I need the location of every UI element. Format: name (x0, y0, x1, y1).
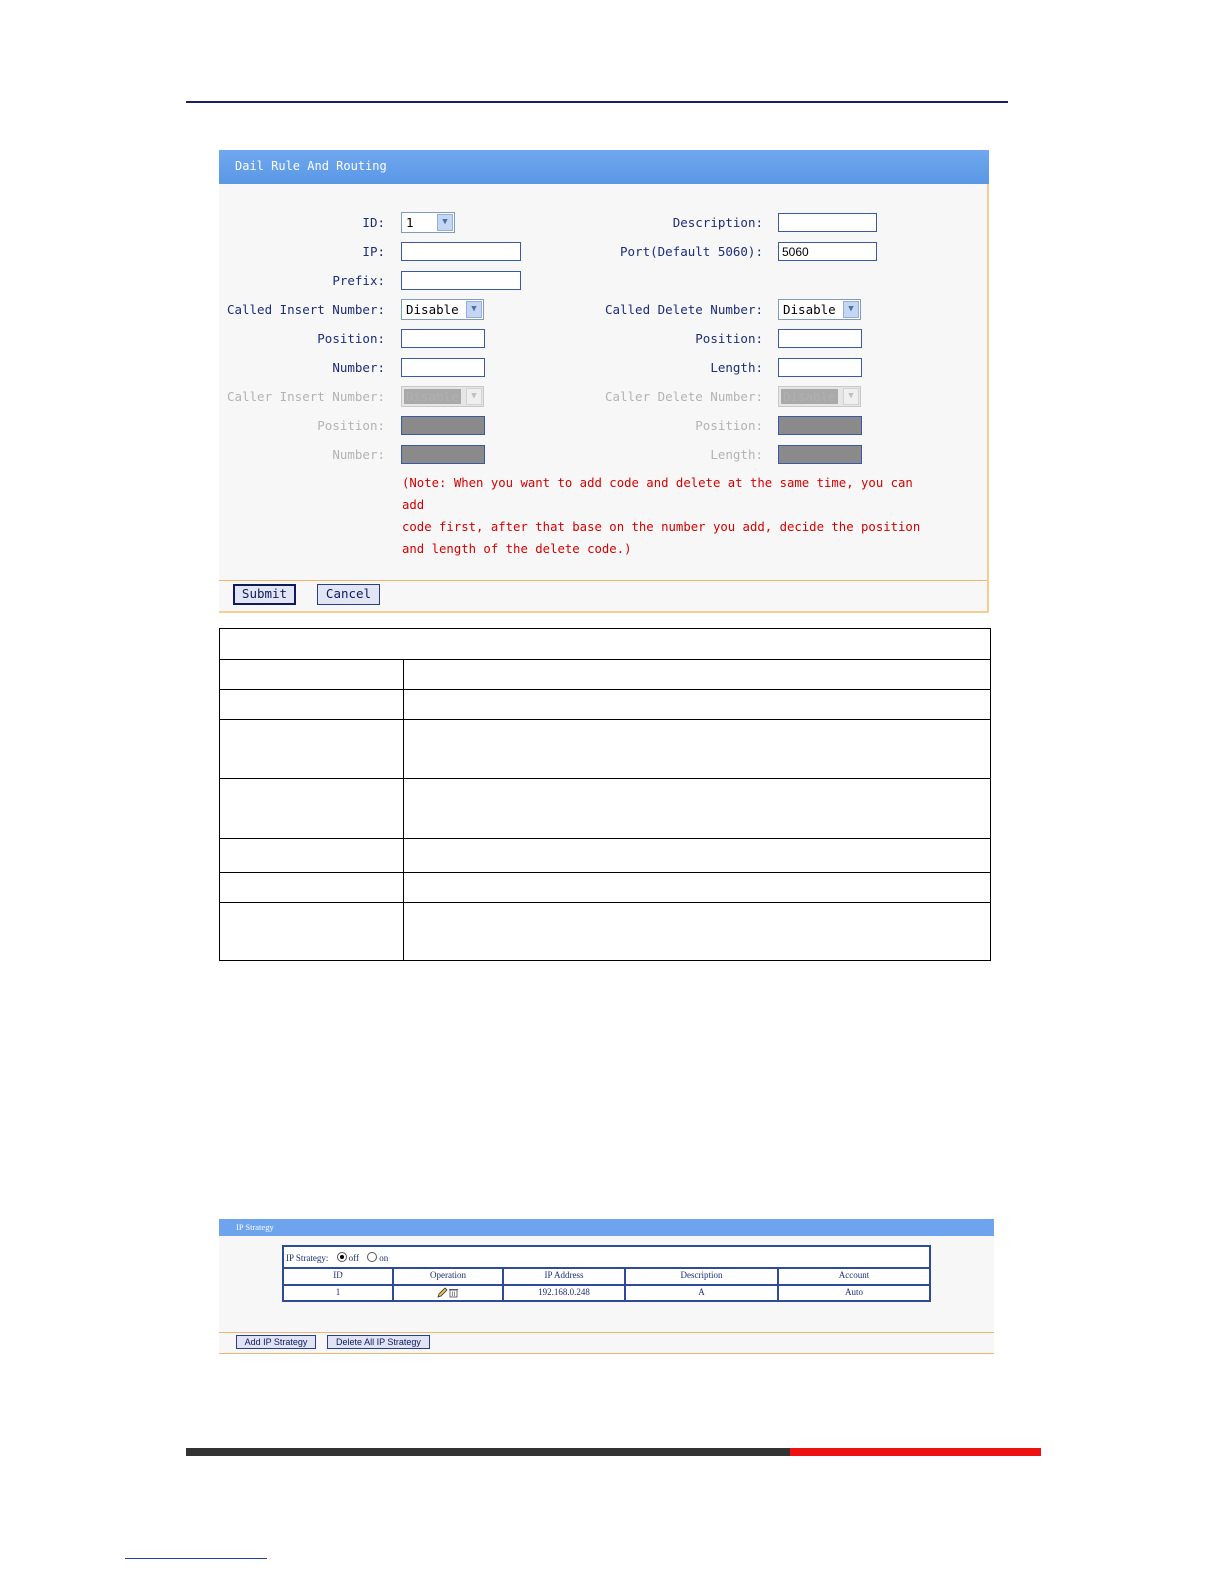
called-insert-select[interactable] (401, 299, 484, 320)
radio-off-label: off (348, 1253, 360, 1263)
table-column-divider (403, 659, 404, 961)
table-row-divider (220, 872, 990, 873)
caller-delete-length-label: Length: (710, 447, 763, 462)
id-label: ID: (362, 215, 385, 230)
note-line: (Note: When you want to add code and delete at the same time, you can add (402, 476, 913, 512)
panel-divider (219, 580, 987, 581)
called-delete-value: Disable (783, 302, 836, 317)
chevron-down-icon[interactable]: ▼ (466, 301, 482, 318)
description-label: Description: (672, 215, 763, 230)
prefix-label: Prefix: (332, 273, 385, 288)
footer-link-underline (125, 1558, 267, 1559)
panel-bottom-border (219, 1353, 994, 1354)
called-insert-number-input[interactable] (401, 358, 485, 377)
description-input[interactable] (778, 213, 877, 232)
ip-label: IP: (362, 244, 385, 259)
called-insert-position-label: Position: (317, 331, 385, 346)
chevron-down-icon[interactable]: ▼ (437, 214, 453, 231)
table-row-divider (220, 719, 990, 720)
row-operation (394, 1286, 504, 1302)
chevron-down-icon: ▼ (843, 388, 859, 405)
caller-insert-number-input (401, 445, 485, 464)
called-insert-position-input[interactable] (401, 329, 485, 348)
row-description: A (626, 1286, 779, 1302)
called-insert-number-label: Number: (332, 360, 385, 375)
prefix-input[interactable] (401, 271, 521, 290)
note-line: code first, after that base on the number you add, decide the position (402, 520, 921, 534)
radio-on-label: on (379, 1253, 389, 1263)
ip-strategy-label: IP Strategy: (286, 1253, 329, 1263)
chevron-down-icon: ▼ (466, 388, 482, 405)
table-row-divider (220, 838, 990, 839)
table-row-divider (220, 902, 990, 903)
footer-bar-dark (186, 1448, 790, 1456)
ip-input[interactable] (401, 242, 521, 261)
ip-strategy-header (219, 1219, 994, 1236)
called-delete-label: Called Delete Number: (604, 302, 763, 317)
id-select[interactable] (401, 212, 455, 233)
dial-rule-title: Dail Rule And Routing (235, 159, 387, 173)
table-row (284, 1286, 929, 1302)
ip-strategy-panel (219, 1219, 994, 1354)
ip-strategy-options (286, 1252, 388, 1263)
table-row-divider (220, 778, 990, 779)
called-insert-value: Disable (406, 302, 459, 317)
panel-divider (219, 1332, 994, 1333)
cancel-button[interactable]: Cancel (317, 584, 380, 605)
note-text (402, 472, 942, 560)
table-row-divider (220, 659, 990, 660)
chevron-down-icon[interactable]: ▼ (843, 301, 859, 318)
called-delete-position-input[interactable] (778, 329, 862, 348)
port-input[interactable] (778, 242, 877, 261)
dial-rule-panel-header (219, 150, 989, 184)
caller-delete-label: Caller Delete Number: (604, 389, 763, 404)
called-delete-length-label: Length: (710, 360, 763, 375)
row-id: 1 (284, 1286, 394, 1302)
caller-insert-label: Caller Insert Number: (226, 389, 385, 404)
dial-rule-panel (219, 150, 989, 613)
page-header-rule (186, 101, 1008, 103)
ip-strategy-option-row (284, 1247, 929, 1269)
caller-delete-position-input (778, 416, 862, 435)
caller-insert-position-input (401, 416, 485, 435)
note-line: and length of the delete code.) (402, 542, 632, 556)
description-table (219, 628, 991, 961)
footer-bar-red (790, 1448, 1041, 1456)
row-ip-address: 192.168.0.248 (504, 1286, 626, 1302)
delete-trash-icon[interactable] (449, 1290, 458, 1298)
column-header-id: ID (284, 1269, 394, 1284)
caller-delete-select (778, 386, 861, 407)
called-insert-label: Called Insert Number: (226, 302, 385, 317)
column-header-ip-address: IP Address (504, 1269, 626, 1284)
edit-pencil-icon[interactable] (438, 1288, 447, 1297)
submit-button[interactable]: Submit (233, 584, 296, 605)
caller-insert-value: Disable (406, 389, 459, 404)
radio-off[interactable] (337, 1252, 347, 1262)
column-header-description: Description (626, 1269, 779, 1284)
caller-delete-position-label: Position: (695, 418, 763, 433)
add-ip-strategy-button[interactable]: Add IP Strategy (236, 1335, 316, 1349)
ip-strategy-table (282, 1245, 931, 1302)
called-delete-select[interactable] (778, 299, 861, 320)
row-account: Auto (845, 1287, 863, 1297)
radio-on[interactable] (367, 1252, 377, 1262)
port-label: Port(Default 5060): (620, 244, 763, 259)
called-delete-position-label: Position: (695, 331, 763, 346)
ip-strategy-title: IP Strategy (236, 1222, 274, 1232)
column-header-operation: Operation (394, 1269, 504, 1284)
table-header-row (284, 1269, 929, 1286)
caller-delete-length-input (778, 445, 862, 464)
caller-insert-select (401, 386, 484, 407)
called-delete-length-input[interactable] (778, 358, 862, 377)
delete-all-ip-strategy-button[interactable]: Delete All IP Strategy (327, 1335, 430, 1349)
column-header-account: Account (838, 1270, 870, 1280)
caller-insert-position-label: Position: (317, 418, 385, 433)
id-select-value: 1 (406, 215, 414, 230)
caller-delete-value: Disable (783, 389, 836, 404)
table-row-divider (220, 689, 990, 690)
caller-insert-number-label: Number: (332, 447, 385, 462)
